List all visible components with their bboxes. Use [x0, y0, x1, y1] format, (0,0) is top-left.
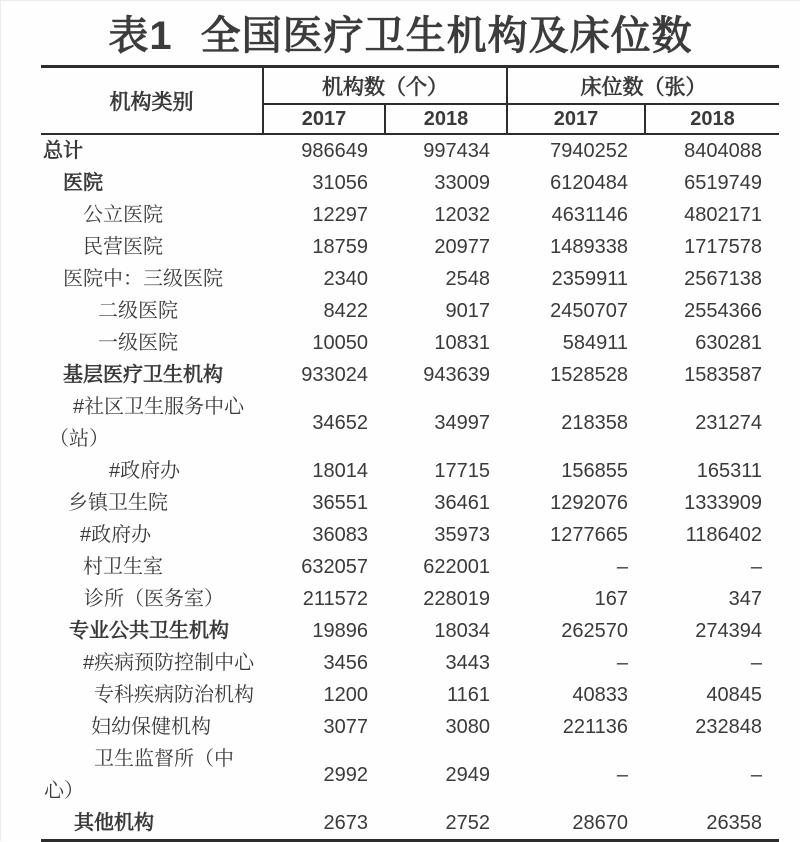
value-cell: 34997	[434, 412, 490, 434]
value-cell: 10050	[312, 332, 368, 354]
value-cell: 165311	[696, 460, 762, 482]
row-label	[41, 391, 263, 455]
value-cell: 8404088	[684, 140, 762, 162]
group-header-row	[41, 67, 779, 105]
value-cell: –	[750, 556, 762, 578]
year-header-beds-2018: 2018	[645, 104, 779, 134]
row-label-line: 妇幼保健机构	[91, 716, 211, 738]
table-row	[41, 807, 779, 841]
table-row	[41, 679, 779, 711]
stats-table	[41, 65, 779, 842]
value-cell: 3443	[445, 652, 490, 674]
row-label-line: 其他机构	[74, 812, 154, 834]
row-label-line: 专科疾病防治机构	[94, 684, 254, 706]
value-cell: 6120484	[550, 172, 628, 194]
value-cell: 20977	[434, 236, 490, 258]
value-cell: 2752	[445, 812, 490, 834]
value-cell: 1292076	[550, 492, 628, 514]
value-cell: 1277665	[550, 524, 628, 546]
value-cell: 347	[728, 588, 762, 610]
value-cell: 31056	[312, 172, 368, 194]
value-cell: 6519749	[684, 172, 762, 194]
row-label	[41, 711, 263, 743]
row-label	[41, 359, 263, 391]
value-cell: 986649	[301, 140, 368, 162]
row-label-line: #政府办	[80, 524, 152, 546]
table-row	[41, 455, 779, 487]
table-row	[41, 327, 779, 359]
value-cell: 943639	[423, 364, 490, 386]
year-header-institutions-2018: 2018	[385, 104, 507, 134]
value-cell: 2548	[445, 268, 490, 290]
value-cell: 630281	[695, 332, 762, 354]
value-cell: 1717578	[684, 236, 762, 258]
row-label-line: 专业公共卫生机构	[69, 620, 229, 642]
row-label-line: 心）	[44, 780, 84, 802]
value-cell: 1161	[446, 684, 490, 706]
value-cell: 2340	[323, 268, 368, 290]
column-group-beds: 床位数（张）	[507, 67, 779, 105]
value-cell: 2450707	[550, 300, 628, 322]
table-row	[41, 263, 779, 295]
row-label	[41, 263, 263, 295]
row-label	[41, 807, 263, 841]
column-header-category: 机构类别	[41, 67, 263, 135]
row-label-line: 总计	[43, 140, 83, 162]
value-cell: 35973	[434, 524, 490, 546]
value-cell: 2567138	[684, 268, 762, 290]
row-label-line: 民营医院	[83, 236, 163, 258]
row-label-line: 公立医院	[83, 204, 163, 226]
value-cell: 1583587	[684, 364, 762, 386]
value-cell: 10831	[434, 332, 490, 354]
value-cell: 1489338	[550, 236, 628, 258]
value-cell: 221136	[562, 716, 628, 738]
value-cell: 3077	[323, 716, 368, 738]
row-label-line: 基层医疗卫生机构	[63, 364, 223, 386]
value-cell: 997434	[423, 140, 490, 162]
table-row	[41, 231, 779, 263]
value-cell: 1333909	[684, 492, 762, 514]
table-row	[41, 583, 779, 615]
row-label-line: （站）	[49, 428, 109, 450]
row-label-line: #政府办	[109, 460, 181, 482]
table-row	[41, 359, 779, 391]
value-cell: 262570	[561, 620, 628, 642]
row-label	[41, 455, 263, 487]
value-cell: 17715	[434, 460, 490, 482]
row-label-line: 村卫生室	[83, 556, 163, 578]
row-label-line: 医院	[63, 172, 103, 194]
row-label-line: 二级医院	[98, 300, 178, 322]
row-label	[41, 743, 263, 807]
value-cell: 622001	[423, 556, 490, 578]
value-cell: 18034	[434, 620, 490, 642]
table-row	[41, 647, 779, 679]
row-label	[41, 199, 263, 231]
year-header-beds-2017: 2017	[507, 104, 645, 134]
value-cell: 4631146	[551, 204, 628, 226]
value-cell: 36551	[312, 492, 368, 514]
value-cell: 36083	[312, 524, 368, 546]
value-cell: 36461	[434, 492, 490, 514]
row-label-line: #疾病预防控制中心	[83, 652, 255, 674]
value-cell: 2992	[323, 764, 368, 786]
value-cell: 933024	[301, 364, 368, 386]
value-cell: 3080	[445, 716, 490, 738]
value-cell: 2949	[445, 764, 490, 786]
row-label	[41, 295, 263, 327]
row-label	[41, 615, 263, 647]
value-cell: 1200	[323, 684, 368, 706]
table-row	[41, 519, 779, 551]
value-cell: 34652	[312, 412, 368, 434]
row-label-line: 医院中：三级医院	[63, 268, 223, 290]
table-row	[41, 615, 779, 647]
table-body	[41, 134, 779, 841]
value-cell: 9017	[445, 300, 490, 322]
row-label	[41, 231, 263, 263]
value-cell: 40833	[572, 684, 628, 706]
row-label	[41, 167, 263, 199]
table-number: 表1	[108, 14, 173, 58]
table-title-text: 全国医疗卫生机构及床位数	[200, 14, 693, 58]
table-row	[41, 199, 779, 231]
row-label-line: #社区卫生服务中心	[73, 396, 245, 418]
row-label-line: 乡镇卫生院	[68, 492, 168, 514]
row-label	[41, 583, 263, 615]
row-label	[41, 647, 263, 679]
table-header	[41, 67, 779, 135]
value-cell: 584911	[562, 332, 628, 354]
value-cell: 33009	[434, 172, 490, 194]
row-label	[41, 487, 263, 519]
value-cell: 274394	[695, 620, 762, 642]
row-label-line: 卫生监督所（中	[94, 748, 234, 770]
value-cell: 12032	[434, 204, 490, 226]
value-cell: –	[750, 652, 762, 674]
table-row	[41, 167, 779, 199]
table-row	[41, 295, 779, 327]
value-cell: 1528528	[550, 364, 628, 386]
value-cell: 167	[594, 588, 628, 610]
value-cell: 1186402	[685, 524, 762, 546]
value-cell: –	[750, 764, 762, 786]
year-header-institutions-2017: 2017	[263, 104, 385, 134]
value-cell: 7940252	[550, 140, 628, 162]
table-row	[41, 711, 779, 743]
value-cell: 18014	[312, 460, 368, 482]
row-label-line: 一级医院	[98, 332, 178, 354]
column-group-institutions: 机构数（个）	[263, 67, 507, 105]
value-cell: 218358	[561, 412, 628, 434]
table-row	[41, 134, 779, 167]
value-cell: 156855	[561, 460, 628, 482]
value-cell: 632057	[301, 556, 368, 578]
value-cell: 232848	[695, 716, 762, 738]
value-cell: 2359911	[551, 268, 628, 290]
row-label	[41, 679, 263, 711]
value-cell: 12297	[312, 204, 368, 226]
row-label	[41, 551, 263, 583]
value-cell: –	[616, 556, 628, 578]
value-cell: 2673	[323, 812, 368, 834]
value-cell: 19896	[312, 620, 368, 642]
table-row	[41, 487, 779, 519]
value-cell: 18759	[312, 236, 368, 258]
value-cell: 26358	[706, 812, 762, 834]
row-label	[41, 327, 263, 359]
value-cell: 211572	[302, 588, 368, 610]
page-title	[1, 1, 800, 65]
value-cell: –	[616, 652, 628, 674]
value-cell: 40845	[706, 684, 762, 706]
value-cell: 4802171	[684, 204, 762, 226]
value-cell: –	[616, 764, 628, 786]
value-cell: 3456	[323, 652, 368, 674]
row-label	[41, 519, 263, 551]
value-cell: 231274	[695, 412, 762, 434]
table-row	[41, 391, 779, 455]
value-cell: 8422	[323, 300, 368, 322]
value-cell: 228019	[423, 588, 490, 610]
row-label	[41, 134, 263, 167]
value-cell: 28670	[572, 812, 628, 834]
table-row	[41, 551, 779, 583]
table-row	[41, 743, 779, 807]
row-label-line: 诊所（医务室）	[84, 588, 224, 610]
value-cell: 2554366	[684, 300, 762, 322]
